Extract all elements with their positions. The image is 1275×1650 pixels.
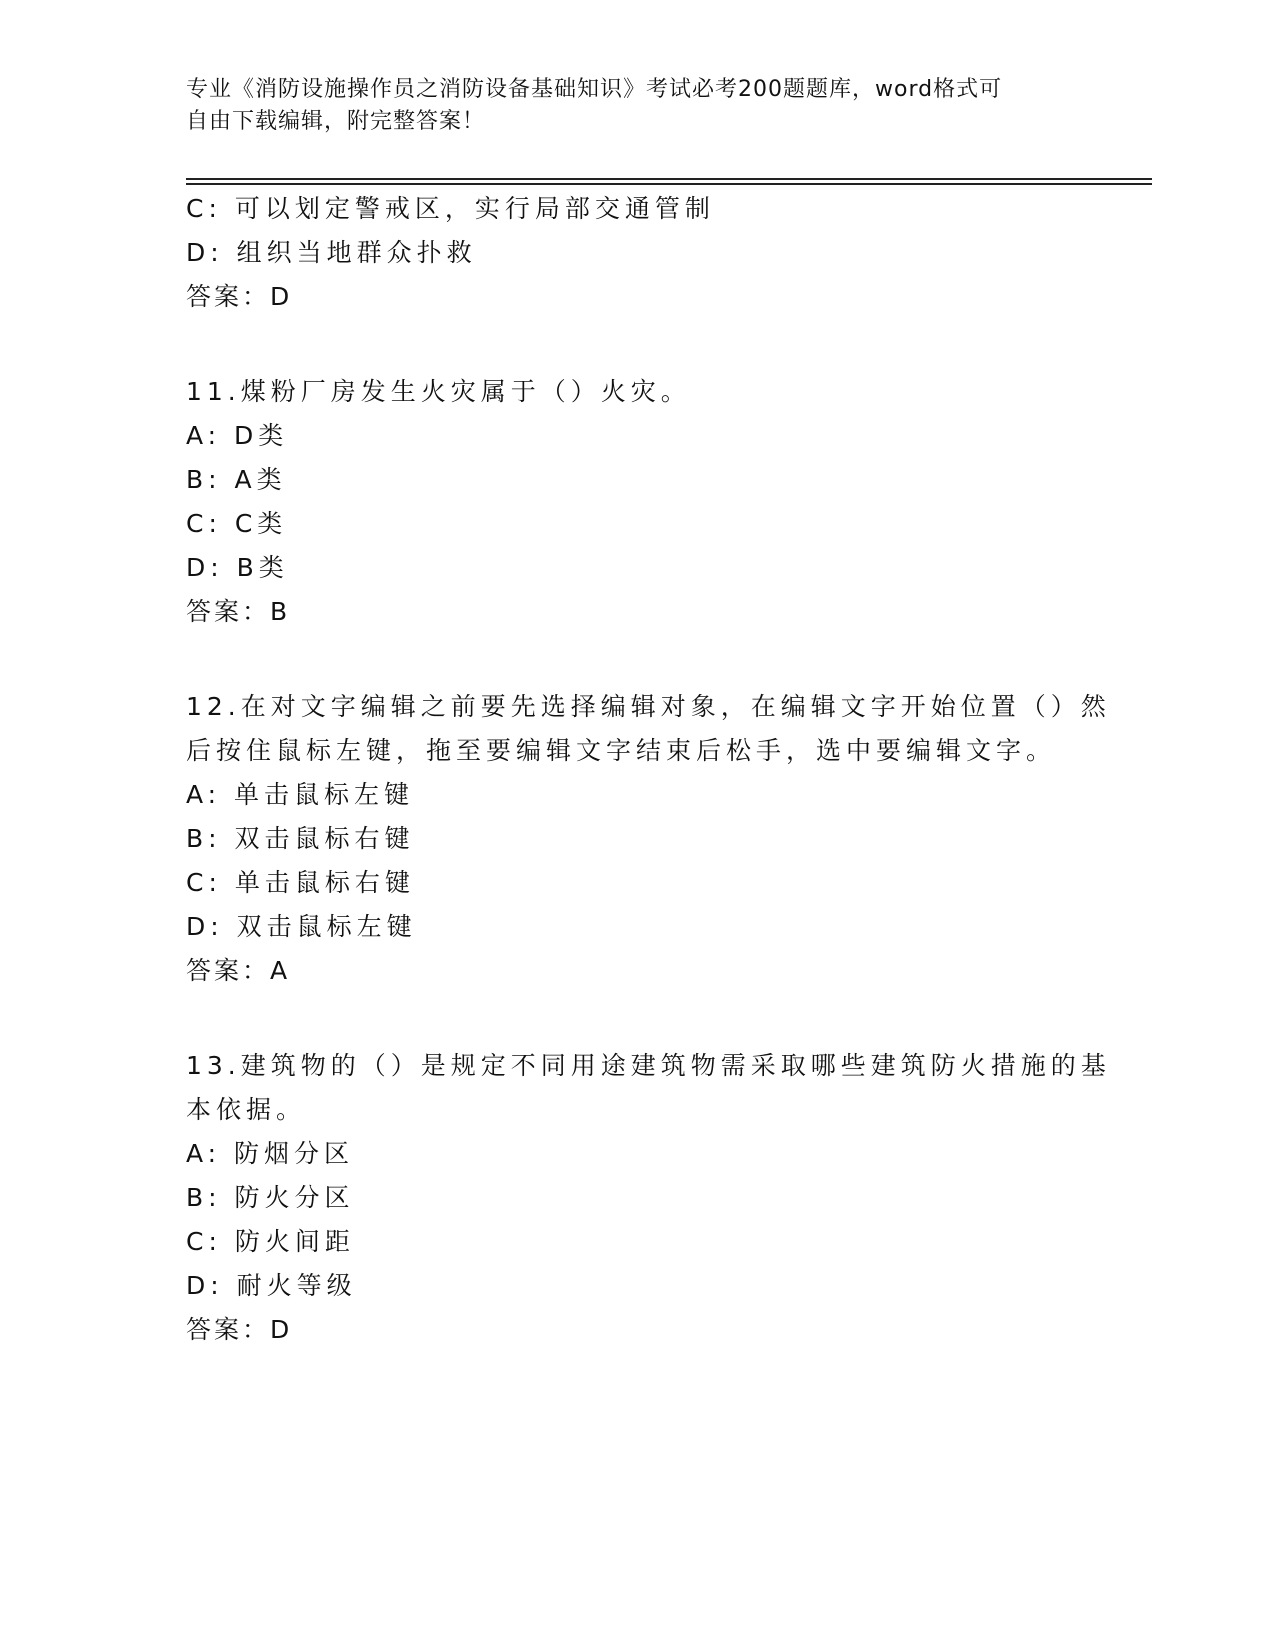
option-text: B类 [236, 553, 289, 582]
q11-option-b [186, 463, 287, 497]
option-label: C: [186, 509, 222, 538]
q12-option-b [186, 822, 415, 856]
q13-option-d [186, 1269, 357, 1303]
q11-stem: 11.煤粉厂房发生火灾属于（）火灾。 [186, 377, 691, 406]
option-text: 双击鼠标右键 [234, 824, 415, 853]
q12-stem-line-1: 12.在对文字编辑之前要先选择编辑对象，在编辑文字开始位置（）然 [186, 692, 1111, 721]
document-header [186, 74, 1066, 138]
option-text: 防火分区 [234, 1183, 355, 1212]
header-title-line-2: 自由下载编辑，附完整答案！ [186, 109, 486, 134]
option-text: 耐火等级 [236, 1271, 357, 1300]
option-text: 组织当地群众扑救 [236, 238, 477, 267]
q13-option-a [186, 1137, 354, 1171]
option-label: A: [186, 780, 222, 809]
q13-option-c [186, 1225, 355, 1259]
option-text: 可以划定警戒区，实行局部交通管制 [234, 194, 715, 223]
q12-option-d [186, 910, 417, 944]
prev-answer: 答案：D [186, 282, 293, 311]
option-label: C: [186, 868, 222, 897]
prev-option-c [186, 192, 715, 226]
option-text: C类 [234, 509, 288, 538]
option-label: D: [186, 238, 224, 267]
q13-stem-line-2: 本依据。 [186, 1095, 307, 1124]
q12-stem-line-2: 后按住鼠标左键，拖至要编辑文字结束后松手，选中要编辑文字。 [186, 736, 1057, 765]
option-label: B: [186, 824, 222, 853]
option-label: C: [186, 194, 222, 223]
option-text: 单击鼠标右键 [234, 868, 415, 897]
q11-option-c [186, 507, 287, 541]
option-label: A: [186, 1139, 222, 1168]
option-text: 双击鼠标左键 [236, 912, 417, 941]
option-text: A类 [234, 465, 287, 494]
option-text: 防火间距 [234, 1227, 355, 1256]
option-label: A: [186, 421, 222, 450]
prev-option-d [186, 236, 477, 270]
q12-option-c [186, 866, 415, 900]
header-divider-bottom [186, 183, 1152, 185]
q13-answer: 答案：D [186, 1315, 293, 1344]
option-label: B: [186, 465, 222, 494]
q13-option-b [186, 1181, 355, 1215]
q11-answer: 答案：B [186, 597, 291, 626]
option-label: D: [186, 1271, 224, 1300]
option-label: D: [186, 553, 224, 582]
q11-option-a [186, 419, 288, 453]
option-label: C: [186, 1227, 222, 1256]
q11-option-d [186, 551, 289, 585]
option-label: B: [186, 1183, 222, 1212]
option-text: D类 [234, 421, 289, 450]
option-text: 单击鼠标左键 [234, 780, 415, 809]
q12-option-a [186, 778, 414, 812]
q13-stem-line-1: 13.建筑物的（）是规定不同用途建筑物需采取哪些建筑防火措施的基 [186, 1051, 1111, 1080]
q12-answer: 答案：A [186, 956, 291, 985]
option-text: 防烟分区 [234, 1139, 355, 1168]
header-title-line-1: 专业《消防设施操作员之消防设备基础知识》考试必考200题题库，word格式可 [186, 77, 1003, 102]
header-divider-top [186, 178, 1152, 180]
option-label: D: [186, 912, 224, 941]
